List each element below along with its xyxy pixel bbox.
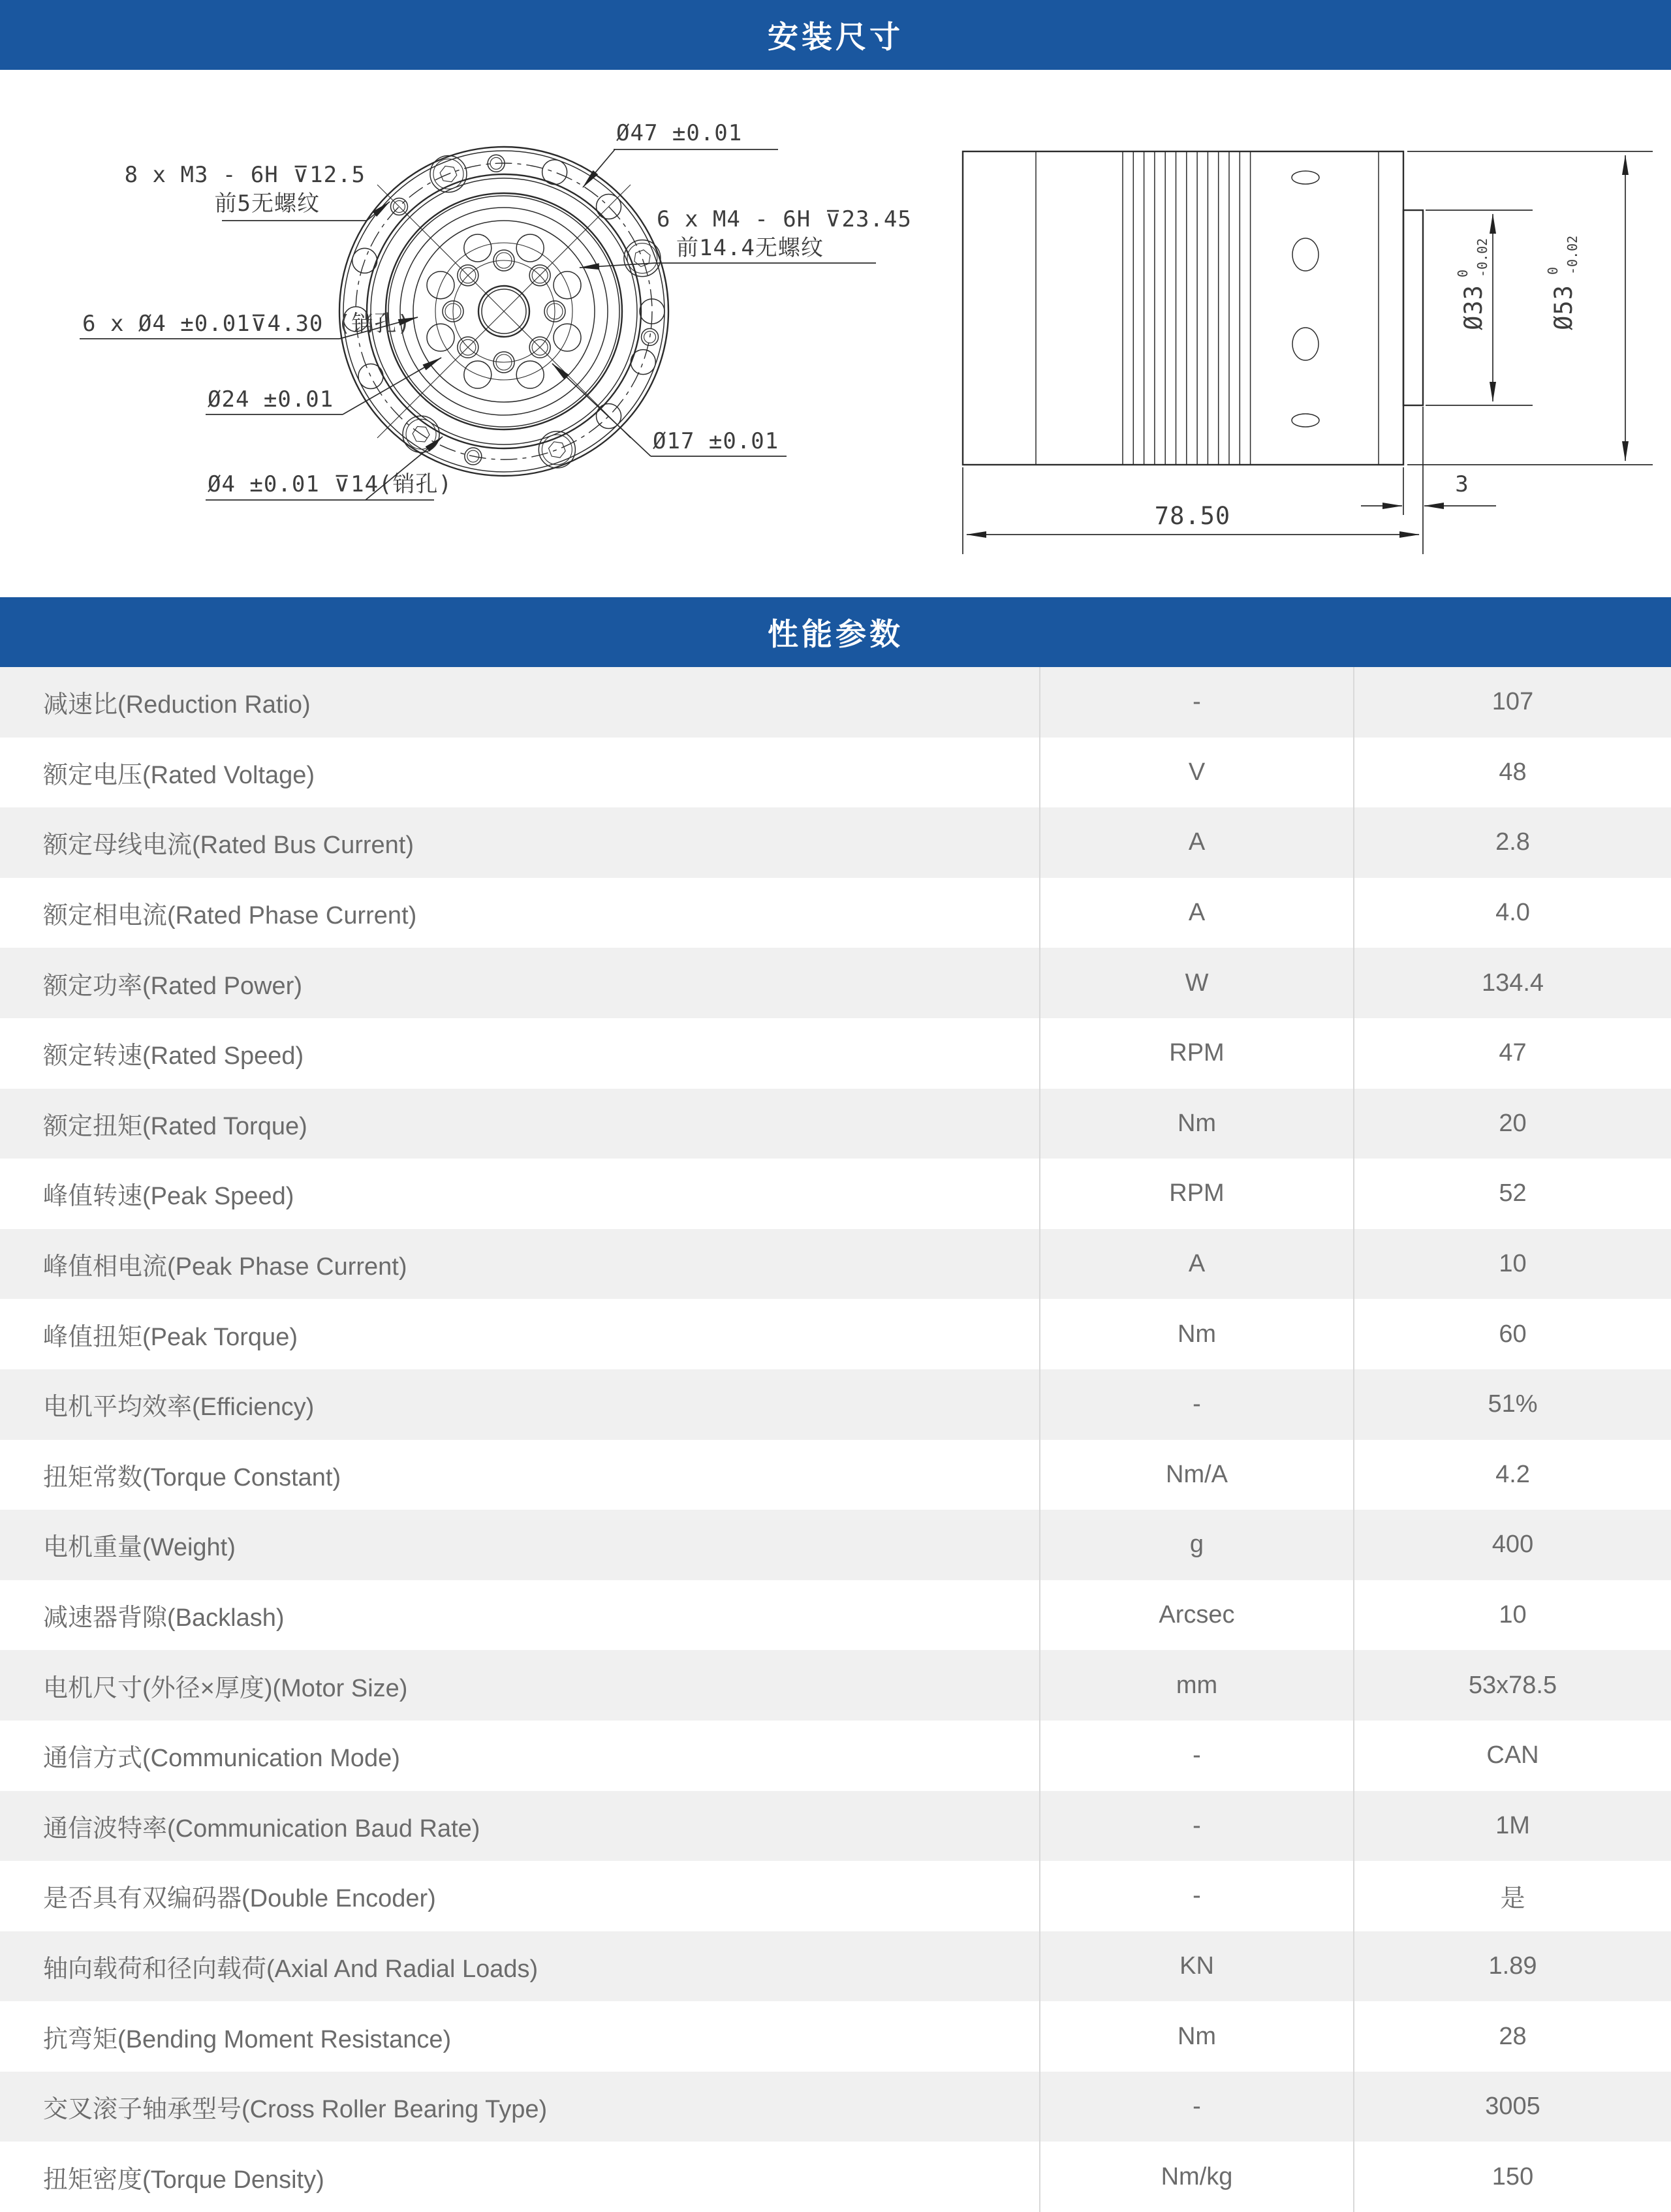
spec-unit: - xyxy=(1039,1721,1353,1791)
spec-label: 峰值相电流(Peak Phase Current) xyxy=(43,1253,407,1281)
spec-label: 轴向载荷和径向载荷(Axial And Radial Loads) xyxy=(43,1955,539,1983)
spec-unit: A xyxy=(1039,1229,1353,1300)
table-row xyxy=(0,1791,1671,1862)
table-row xyxy=(0,2072,1671,2142)
dim-label-m4-2: 前14.4无螺纹 xyxy=(676,235,824,261)
spec-unit: A xyxy=(1039,807,1353,878)
front-view-annotations xyxy=(80,120,912,500)
dim-label-d53 xyxy=(1545,236,1580,330)
table-row xyxy=(0,1510,1671,1580)
installation-drawing-area xyxy=(0,70,1671,597)
spec-unit: - xyxy=(1039,1791,1353,1862)
spec-label: 是否具有双编码器(Double Encoder) xyxy=(43,1885,436,1913)
spec-label: 通信波特率(Communication Baud Rate) xyxy=(43,1815,480,1843)
table-row xyxy=(0,667,1671,738)
spec-unit: RPM xyxy=(1039,1018,1353,1089)
spec-value: 4.2 xyxy=(1353,1440,1671,1510)
table-row xyxy=(0,878,1671,948)
table-row xyxy=(0,1369,1671,1440)
spec-value: 3005 xyxy=(1353,2072,1671,2142)
table-row xyxy=(0,807,1671,878)
spec-label: 扭矩常数(Torque Constant) xyxy=(43,1463,341,1491)
spec-label: 峰值扭矩(Peak Torque) xyxy=(43,1323,298,1351)
spec-value: 2.8 xyxy=(1353,807,1671,878)
spec-label: 额定母线电流(Rated Bus Current) xyxy=(43,832,414,860)
dim-label-pin4: Ø4 ±0.01 ⊽14(销孔) xyxy=(208,471,452,497)
spec-unit: KN xyxy=(1039,1931,1353,2002)
spec-unit: g xyxy=(1039,1510,1353,1580)
spec-value: 51% xyxy=(1353,1369,1671,1440)
spec-table xyxy=(0,667,1671,2212)
spec-value: 53x78.5 xyxy=(1353,1650,1671,1721)
table-row xyxy=(0,2142,1671,2212)
table-row xyxy=(0,1931,1671,2002)
spec-label: 额定扭矩(Rated Torque) xyxy=(43,1112,307,1140)
table-row xyxy=(0,1018,1671,1089)
spec-value: 1M xyxy=(1353,1791,1671,1862)
spec-label: 通信方式(Communication Mode) xyxy=(43,1745,400,1773)
spec-unit: V xyxy=(1039,738,1353,808)
dim-label-m3-1: 8 x M3 - 6H ⊽12.5 xyxy=(124,162,366,188)
table-row xyxy=(0,2001,1671,2072)
spec-value: 107 xyxy=(1353,667,1671,738)
svg-text:-0.02: -0.02 xyxy=(1565,235,1580,275)
spec-label: 扭矩密度(Torque Density) xyxy=(43,2166,324,2194)
spec-value: 是 xyxy=(1353,1861,1671,1931)
spec-label: 减速器背隙(Backlash) xyxy=(43,1604,285,1632)
spec-value: 134.4 xyxy=(1353,948,1671,1018)
spec-unit: - xyxy=(1039,1369,1353,1440)
dim-label-d47: Ø47 ±0.01 xyxy=(616,120,743,146)
svg-text:Ø33: Ø33 xyxy=(1460,285,1488,330)
side-view xyxy=(963,151,1653,554)
spec-unit: Nm/A xyxy=(1039,1440,1353,1510)
side-view-fins xyxy=(1123,151,1251,465)
spec-value: 52 xyxy=(1353,1159,1671,1229)
table-row xyxy=(0,1299,1671,1369)
table-row xyxy=(0,1089,1671,1159)
spec-value: 400 xyxy=(1353,1510,1671,1580)
spec-unit: Nm xyxy=(1039,1089,1353,1159)
spec-value: 28 xyxy=(1353,2001,1671,2072)
dim-label-boss: 3 xyxy=(1455,471,1469,497)
table-row xyxy=(0,1861,1671,1931)
section-header-installation xyxy=(0,0,1671,70)
table-row xyxy=(0,1229,1671,1300)
svg-text:0: 0 xyxy=(1545,266,1561,275)
table-row xyxy=(0,1159,1671,1229)
spec-label: 电机重量(Weight) xyxy=(43,1534,236,1562)
spec-value: 1.89 xyxy=(1353,1931,1671,2002)
spec-value: 10 xyxy=(1353,1229,1671,1300)
spec-label: 减速比(Reduction Ratio) xyxy=(43,691,311,719)
svg-text:Ø53: Ø53 xyxy=(1550,285,1578,330)
table-row xyxy=(0,1721,1671,1791)
spec-label: 交叉滚子轴承型号(Cross Roller Bearing Type) xyxy=(43,2096,548,2124)
table-row xyxy=(0,1580,1671,1651)
section-header-performance xyxy=(0,597,1671,667)
spec-value: 60 xyxy=(1353,1299,1671,1369)
spec-unit: - xyxy=(1039,2072,1353,2142)
spec-label: 额定转速(Rated Speed) xyxy=(43,1042,304,1070)
dim-label-pin6: 6 x Ø4 ±0.01⊽4.30 (销孔) xyxy=(82,311,411,337)
spec-unit: Nm/kg xyxy=(1039,2142,1353,2212)
spec-value: 150 xyxy=(1353,2142,1671,2212)
spec-value: 20 xyxy=(1353,1089,1671,1159)
spec-label: 额定功率(Rated Power) xyxy=(43,972,302,1000)
dim-label-m4-1: 6 x M4 - 6H ⊽23.45 xyxy=(657,206,912,232)
spec-label: 额定电压(Rated Voltage) xyxy=(43,761,315,789)
spec-value: 48 xyxy=(1353,738,1671,808)
spec-unit: - xyxy=(1039,667,1353,738)
svg-text:-0.02: -0.02 xyxy=(1475,238,1490,277)
table-row xyxy=(0,948,1671,1018)
svg-text:0: 0 xyxy=(1455,269,1471,277)
spec-value: 4.0 xyxy=(1353,878,1671,948)
spec-unit: - xyxy=(1039,1861,1353,1931)
spec-unit: W xyxy=(1039,948,1353,1018)
spec-value: 10 xyxy=(1353,1580,1671,1651)
dim-label-d17: Ø17 ±0.01 xyxy=(653,428,779,454)
installation-drawing xyxy=(0,70,1671,597)
spec-unit: Arcsec xyxy=(1039,1580,1353,1651)
spec-label: 峰值转速(Peak Speed) xyxy=(43,1183,294,1211)
spec-label: 抗弯矩(Bending Moment Resistance) xyxy=(43,2025,452,2053)
dim-label-d33 xyxy=(1455,238,1490,330)
table-row xyxy=(0,1650,1671,1721)
spec-label: 电机尺寸(外径×厚度)(Motor Size) xyxy=(43,1674,408,1702)
section-title-performance: 性能参数 xyxy=(768,617,903,651)
dim-label-d24: Ø24 ±0.01 xyxy=(208,386,334,413)
dim-label-m3-2: 前5无螺纹 xyxy=(214,191,320,217)
section-title-installation: 安装尺寸 xyxy=(768,20,903,54)
spec-label: 额定相电流(Rated Phase Current) xyxy=(43,902,417,930)
spec-unit: Nm xyxy=(1039,2001,1353,2072)
table-row xyxy=(0,1440,1671,1510)
table-row xyxy=(0,738,1671,808)
spec-value: CAN xyxy=(1353,1721,1671,1791)
spec-unit: A xyxy=(1039,878,1353,948)
spec-label: 电机平均效率(Efficiency) xyxy=(43,1394,315,1422)
front-view xyxy=(80,120,912,500)
spec-value: 47 xyxy=(1353,1018,1671,1089)
dim-label-length: 78.50 xyxy=(1154,502,1231,530)
spec-unit: Nm xyxy=(1039,1299,1353,1369)
spec-unit: RPM xyxy=(1039,1159,1353,1229)
spec-unit: mm xyxy=(1039,1650,1353,1721)
